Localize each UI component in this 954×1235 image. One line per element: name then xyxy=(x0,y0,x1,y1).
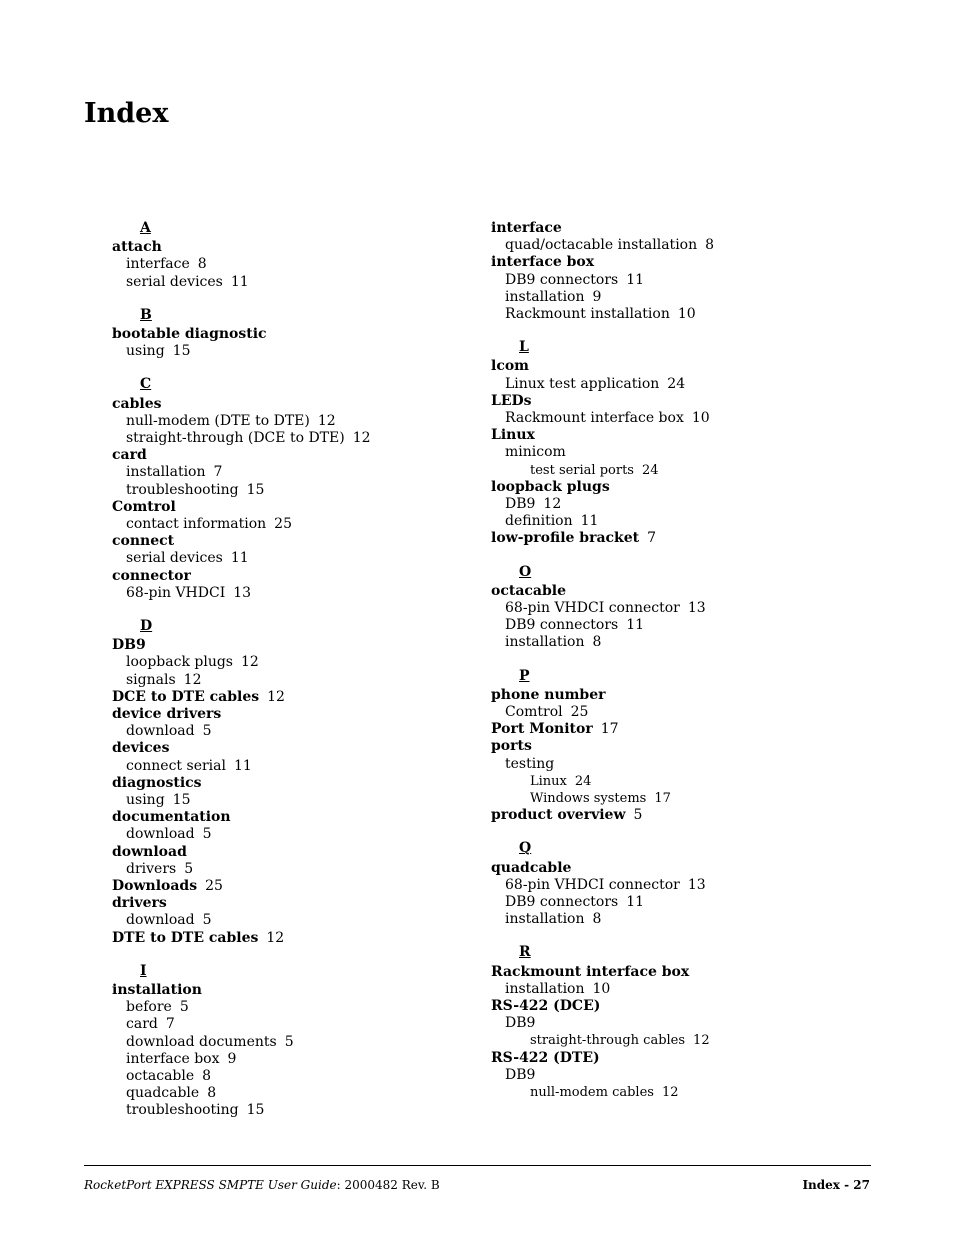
index-term xyxy=(491,479,891,496)
index-page-number: 5 xyxy=(202,912,212,929)
index-subterm xyxy=(491,981,891,998)
index-subterm xyxy=(491,237,891,254)
index-term-label: Linux xyxy=(530,773,567,789)
index-term xyxy=(491,738,891,755)
index-letter-heading: L xyxy=(519,339,529,356)
index-term xyxy=(491,393,891,410)
index-subterm xyxy=(491,444,891,461)
index-letter-group xyxy=(112,963,472,1120)
index-subterm xyxy=(491,462,891,479)
index-subterm xyxy=(112,672,472,689)
index-page-number: 5 xyxy=(284,1033,294,1050)
index-term-label: bootable diagnostic xyxy=(112,325,267,342)
index-term-label: DCE to DTE cables xyxy=(112,688,260,705)
index-page-number: 5 xyxy=(633,807,643,824)
index-term-label: DB9 connectors xyxy=(505,617,619,634)
index-page-number: 15 xyxy=(172,343,191,360)
index-term-label: download documents xyxy=(126,1033,277,1050)
index-subterm xyxy=(491,306,891,323)
index-term-label: Rackmount installation xyxy=(505,306,670,323)
index-term-label: drivers xyxy=(112,895,167,912)
index-subterm xyxy=(112,1068,472,1085)
index-term-label: DB9 xyxy=(505,496,536,513)
index-term xyxy=(112,706,472,723)
index-term xyxy=(491,530,891,547)
footer-document-info xyxy=(84,1178,440,1192)
index-term-label: octacable xyxy=(126,1068,195,1085)
index-term-label: Linux xyxy=(491,427,535,444)
index-subterm xyxy=(112,723,472,740)
index-page-number: 12 xyxy=(543,496,562,513)
index-term-label: Windows systems xyxy=(530,791,647,807)
index-term-label: download xyxy=(126,912,195,929)
index-page-number: 13 xyxy=(687,600,706,617)
index-subterm xyxy=(112,654,472,671)
index-term xyxy=(112,689,472,706)
index-term-label: 68-pin VHDCI connector xyxy=(505,876,680,893)
index-page-number: 11 xyxy=(233,757,252,774)
index-term-label: Rackmount interface box xyxy=(505,410,684,427)
index-term xyxy=(112,326,472,343)
index-term-label: using xyxy=(126,343,165,360)
index-term-label: drivers xyxy=(126,860,177,877)
index-term-label: installation xyxy=(126,464,206,481)
footer-doc-title: RocketPort EXPRESS SMPTE User Guide xyxy=(84,1178,337,1192)
index-term-label: RS-422 (DTE) xyxy=(491,1049,600,1066)
index-page-number: 15 xyxy=(246,481,265,498)
index-page-number: 12 xyxy=(661,1085,679,1101)
index-page-number: 8 xyxy=(592,634,602,651)
index-subterm xyxy=(112,826,472,843)
index-term xyxy=(112,982,472,999)
index-page-number: 24 xyxy=(574,773,592,789)
index-term-label: null-modem (DTE to DTE) xyxy=(126,412,310,429)
index-subterm xyxy=(112,1051,472,1068)
index-page-number: 9 xyxy=(592,288,602,305)
index-term-label: installation xyxy=(505,911,585,928)
index-subterm xyxy=(491,1032,891,1049)
index-letter-group xyxy=(491,944,891,1101)
index-page-number: 12 xyxy=(183,671,202,688)
index-term-label: low-profile bracket xyxy=(491,530,640,547)
index-letter-heading: I xyxy=(140,962,147,979)
index-page-number: 13 xyxy=(687,876,706,893)
index-term-label: Comtrol xyxy=(505,704,563,721)
index-term xyxy=(112,568,472,585)
index-term-label: test serial ports xyxy=(530,462,634,478)
index-subterm xyxy=(491,600,891,617)
index-term-label: 68-pin VHDCI xyxy=(126,584,226,601)
index-subterm xyxy=(112,413,472,430)
index-letter-group xyxy=(491,339,891,547)
index-term-label: download xyxy=(126,723,195,740)
index-page-number: 11 xyxy=(626,617,645,634)
index-page-number: 24 xyxy=(667,375,686,392)
index-subterm xyxy=(112,912,472,929)
index-page-number: 15 xyxy=(172,792,191,809)
index-column-right xyxy=(491,220,891,1117)
index-page-number: 5 xyxy=(184,860,194,877)
index-letter-heading: B xyxy=(140,306,152,323)
index-term-label: quadcable xyxy=(126,1085,200,1102)
index-term xyxy=(112,447,472,464)
index-subterm xyxy=(491,410,891,427)
index-page-number: 24 xyxy=(641,462,659,478)
index-page-number: 11 xyxy=(230,273,249,290)
index-term-label: connect serial xyxy=(126,757,226,774)
index-subterm xyxy=(491,911,891,928)
index-term-label: Downloads xyxy=(112,878,198,895)
index-term xyxy=(112,239,472,256)
index-term xyxy=(491,687,891,704)
index-term-label: signals xyxy=(126,671,176,688)
index-term-label: installation xyxy=(505,980,585,997)
index-page-number: 17 xyxy=(600,721,619,738)
index-subterm xyxy=(112,861,472,878)
index-term xyxy=(491,358,891,375)
index-page-number: 15 xyxy=(246,1102,265,1119)
index-term-label: installation xyxy=(112,982,202,999)
index-page-number: 8 xyxy=(705,237,715,254)
index-term xyxy=(491,998,891,1015)
index-term xyxy=(112,396,472,413)
index-page-number: 12 xyxy=(693,1033,710,1049)
index-page-number: 10 xyxy=(677,306,696,323)
index-term xyxy=(491,220,891,237)
index-subterm xyxy=(112,999,472,1016)
index-term-label: DB9 connectors xyxy=(505,271,619,288)
index-term-label: interface box xyxy=(126,1050,220,1067)
index-term-label: installation xyxy=(505,634,585,651)
index-letter-group xyxy=(112,220,472,291)
index-term-label: interface xyxy=(126,256,190,273)
index-page-number: 17 xyxy=(654,791,671,807)
index-page-number: 25 xyxy=(274,516,292,532)
index-letter-group xyxy=(112,376,472,602)
index-subterm xyxy=(491,289,891,306)
index-page-number: 12 xyxy=(266,929,285,946)
index-subterm xyxy=(491,617,891,634)
index-term xyxy=(112,740,472,757)
index-term-label: DTE to DTE cables xyxy=(112,929,259,946)
index-page-number: 11 xyxy=(626,894,645,911)
index-page-number: 11 xyxy=(626,271,645,288)
index-page-number: 12 xyxy=(240,654,259,671)
index-term-label: Linux test application xyxy=(505,375,660,392)
index-term xyxy=(491,583,891,600)
index-page-number: 9 xyxy=(227,1050,237,1067)
index-subterm xyxy=(491,877,891,894)
index-subterm xyxy=(491,1067,891,1084)
index-subterm xyxy=(491,1084,891,1101)
index-term-label: LEDs xyxy=(491,392,532,409)
index-term xyxy=(112,775,472,792)
index-letter-group xyxy=(491,840,891,928)
index-letter-group xyxy=(112,307,472,361)
index-page-number: 12 xyxy=(317,412,336,429)
index-subterm xyxy=(112,550,472,567)
index-term-label: Rackmount interface box xyxy=(491,963,690,980)
index-page-number: 5 xyxy=(202,826,212,843)
index-term-label: quad/octacable installation xyxy=(505,237,698,254)
index-term-label: installation xyxy=(505,288,585,305)
index-column-left xyxy=(112,220,472,1136)
index-subterm xyxy=(112,343,472,360)
index-term-label: ports xyxy=(491,738,532,755)
index-letter-heading: D xyxy=(140,618,153,635)
index-term-label: connector xyxy=(112,567,191,584)
index-term-label: documentation xyxy=(112,809,231,826)
index-letter-heading: O xyxy=(519,563,532,580)
index-term-label: troubleshooting xyxy=(126,1102,239,1119)
index-subterm xyxy=(112,1085,472,1102)
index-term-label: device drivers xyxy=(112,706,222,723)
index-term xyxy=(491,1050,891,1067)
index-page-number: 11 xyxy=(580,513,599,530)
index-term xyxy=(112,844,472,861)
index-term-label: connect xyxy=(112,533,175,550)
index-term-label: devices xyxy=(112,740,170,757)
index-page-number: 8 xyxy=(202,1068,212,1085)
index-subterm xyxy=(491,1015,891,1032)
index-page-number: 12 xyxy=(267,688,285,705)
index-letter-group xyxy=(112,618,472,947)
index-page-number: 11 xyxy=(230,550,249,567)
index-subterm xyxy=(491,756,891,773)
index-term xyxy=(112,930,472,947)
index-term-label: serial devices xyxy=(126,273,223,290)
index-term-label: troubleshooting xyxy=(126,481,239,498)
index-term-label: minicom xyxy=(505,444,566,461)
index-subterm xyxy=(112,274,472,291)
index-subterm xyxy=(112,516,472,533)
index-term-label: cables xyxy=(112,395,162,412)
index-term-label: before xyxy=(126,999,172,1016)
index-term-label: definition xyxy=(505,513,573,530)
index-subterm xyxy=(112,1102,472,1119)
index-term xyxy=(491,860,891,877)
footer-page-number: Index - 27 xyxy=(802,1178,870,1192)
index-term-label: Port Monitor xyxy=(491,721,593,738)
index-subterm xyxy=(112,585,472,602)
index-term xyxy=(112,895,472,912)
index-term xyxy=(491,721,891,738)
index-term xyxy=(112,809,472,826)
index-term-label: using xyxy=(126,792,165,809)
index-page-number: 8 xyxy=(207,1085,217,1102)
index-term-label: straight-through (DCE to DTE) xyxy=(126,429,345,446)
page-title: Index xyxy=(84,98,169,129)
index-subterm xyxy=(491,376,891,393)
index-page-number: 13 xyxy=(233,584,252,601)
index-term-label: DB9 connectors xyxy=(505,894,619,911)
index-term-label: DB9 xyxy=(112,637,146,654)
index-letter-group xyxy=(491,220,891,323)
index-term xyxy=(491,427,891,444)
index-term-label: quadcable xyxy=(491,859,572,876)
index-page-number: 12 xyxy=(352,429,371,446)
index-page-number: 7 xyxy=(647,530,657,547)
footer-doc-number: : 2000482 Rev. B xyxy=(336,1178,440,1192)
index-term-label: Comtrol xyxy=(112,498,176,515)
index-subterm xyxy=(491,704,891,721)
index-subterm xyxy=(112,1034,472,1051)
index-term-label: download xyxy=(112,843,187,860)
index-term-label: contact information xyxy=(126,516,267,532)
index-page-number: 25 xyxy=(570,704,589,721)
index-term xyxy=(112,878,472,895)
index-term-label: octacable xyxy=(491,582,567,599)
index-subterm xyxy=(112,464,472,481)
index-term-label: interface xyxy=(491,220,562,236)
index-subterm xyxy=(491,513,891,530)
index-page-number: 25 xyxy=(205,878,223,895)
index-term xyxy=(491,964,891,981)
index-subterm xyxy=(491,272,891,289)
index-page-number: 7 xyxy=(213,464,223,481)
index-subterm xyxy=(491,773,891,790)
footer-divider xyxy=(84,1165,871,1166)
index-term-label: DB9 xyxy=(505,1015,536,1032)
index-term-label: card xyxy=(126,1016,158,1033)
index-subterm xyxy=(491,496,891,513)
index-term-label: product overview xyxy=(491,807,626,824)
index-term-label: DB9 xyxy=(505,1066,536,1083)
index-term-label: diagnostics xyxy=(112,774,202,791)
index-subterm xyxy=(112,430,472,447)
index-page-number: 10 xyxy=(691,410,710,427)
index-subterm xyxy=(491,790,891,807)
index-term xyxy=(112,637,472,654)
index-term-label: interface box xyxy=(491,254,595,271)
index-subterm xyxy=(491,634,891,651)
index-term-label: null-modem cables xyxy=(530,1085,654,1101)
index-term-label: 68-pin VHDCI connector xyxy=(505,600,680,617)
index-letter-heading: A xyxy=(140,220,151,236)
index-page-number: 10 xyxy=(592,980,611,997)
index-page-number: 7 xyxy=(165,1016,175,1033)
index-subterm xyxy=(491,894,891,911)
index-letter-heading: P xyxy=(519,667,530,684)
index-term-label: lcom xyxy=(491,358,529,375)
index-page-number: 5 xyxy=(202,723,212,740)
index-letter-group xyxy=(491,564,891,652)
index-term xyxy=(491,807,891,824)
index-term xyxy=(112,533,472,550)
index-term-label: card xyxy=(112,447,147,464)
index-term xyxy=(491,254,891,271)
index-term-label: serial devices xyxy=(126,550,223,567)
index-term-label: straight-through cables xyxy=(530,1033,686,1049)
index-page-number: 8 xyxy=(592,911,602,928)
index-term-label: loopback plugs xyxy=(491,478,610,495)
index-term-label: testing xyxy=(505,755,555,772)
index-term-label: phone number xyxy=(491,686,606,703)
index-term-label: attach xyxy=(112,239,162,256)
index-subterm xyxy=(112,482,472,499)
index-subterm xyxy=(112,792,472,809)
index-page-number: 5 xyxy=(179,999,189,1016)
index-letter-heading: Q xyxy=(519,840,532,857)
index-letter-heading: C xyxy=(140,376,152,393)
index-letter-heading: R xyxy=(519,944,531,961)
index-subterm xyxy=(112,1016,472,1033)
index-letter-group xyxy=(491,668,891,825)
index-term-label: loopback plugs xyxy=(126,654,233,671)
index-term xyxy=(112,499,472,516)
index-term-label: download xyxy=(126,826,195,843)
index-term-label: RS-422 (DCE) xyxy=(491,998,601,1015)
index-subterm xyxy=(112,256,472,273)
index-subterm xyxy=(112,758,472,775)
index-page-number: 8 xyxy=(197,256,207,273)
